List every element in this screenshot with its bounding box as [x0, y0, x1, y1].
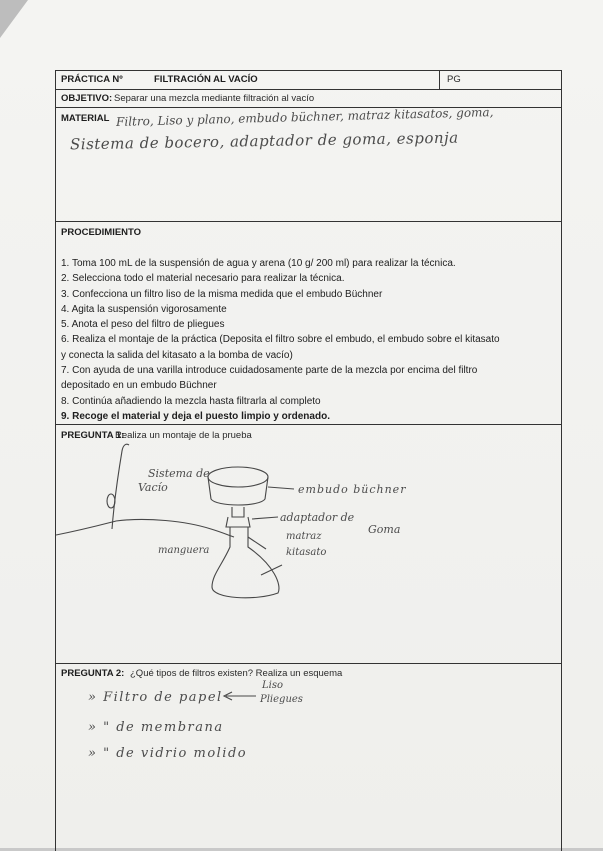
step-item: 7. Con ayuda de una varilla introduce cuidadosamente parte de la mezcla por encima del filtro — [61, 365, 478, 377]
step-item: depositado en un embudo Büchner — [61, 380, 217, 392]
answer-line-papel: » Filtro de papel — [88, 690, 223, 705]
step-item: 4. Agita la suspensión vigorosamente — [61, 303, 227, 315]
objective-text: Separar una mezcla mediante filtración al vacío — [114, 93, 315, 104]
question1-label: PREGUNTA 1: — [61, 430, 125, 441]
rubber-adapter-icon — [226, 517, 250, 527]
procedure-steps — [61, 256, 559, 424]
step-item: 2. Selecciona todo el material necesario para realizar la técnica. — [61, 273, 345, 285]
hose-line — [56, 519, 234, 537]
pointer-adaptador — [252, 517, 278, 519]
question2-label: PREGUNTA 2: — [61, 668, 125, 679]
material-handwriting-1: Filtro, Liso y plano, embudo büchner, matraz kitasatos, goma, — [115, 105, 494, 129]
step-item: 1. Toma 100 mL de la suspensión de agua y arena (10 g/ 200 ml) para realizar la técnica. — [61, 258, 456, 269]
answer-line-membrana: » " de membrana — [88, 720, 224, 735]
step-item: 5. Anota el peso del filtro de pliegues — [61, 319, 225, 331]
folded-corner — [0, 0, 28, 38]
step-item: 3. Confecciona un filtro liso de la misma medida que el embudo Büchner — [61, 288, 383, 300]
sketch-label-matraz: matraz — [286, 531, 322, 542]
form-frame — [55, 70, 562, 851]
material-handwriting-2: Sistema de bocero, adaptador de goma, esponja — [69, 128, 459, 154]
sketch-label-adaptador: adaptador de — [280, 511, 355, 524]
kitasato-flask-icon — [212, 527, 279, 598]
funnel-stem — [232, 507, 244, 517]
sketch-label-sistema: Sistema de — [148, 467, 210, 480]
sketch-label-embudo: embudo büchner — [298, 483, 407, 496]
sketch-label-goma: Goma — [368, 523, 401, 536]
step-item: y conecta la salida del kitasato a la bomba de vacío) — [61, 349, 293, 361]
sketch-label-kitasato: kitasato — [286, 547, 327, 558]
flask-side-arm — [248, 537, 266, 549]
vacuum-tube-line — [112, 444, 129, 529]
question1-text: Realiza un montaje de la prueba — [115, 430, 252, 441]
sketch-label-vacio: Vacío — [138, 481, 168, 494]
practice-title: FILTRACIÓN AL VACÍO — [154, 74, 258, 85]
step-item: 9. Recoge el material y deja el puesto limpio y ordenado. — [61, 410, 330, 422]
buchner-funnel-body — [208, 477, 268, 505]
question1-row — [56, 425, 561, 664]
buchner-funnel-top-icon — [208, 467, 268, 487]
header-row — [56, 71, 561, 90]
step-item: 8. Continúa añadiendo la mezcla hasta filtrarla al completo — [61, 395, 321, 407]
branch-liso: Liso — [262, 680, 283, 691]
objective-label: OBJETIVO: — [61, 93, 113, 104]
procedure-label: PROCEDIMIENTO — [61, 227, 142, 238]
answer-line-vidrio: » " de vidrio molido — [88, 746, 248, 761]
material-label: MATERIAL — [61, 113, 110, 124]
vacuum-valve-icon — [107, 494, 115, 508]
header-divider — [439, 71, 440, 89]
pointer-kitasato — [261, 565, 282, 575]
pointer-embudo — [268, 487, 294, 489]
question2-row — [56, 664, 561, 850]
sketch-label-manguera: manguera — [158, 545, 210, 556]
branch-pliegues: Pliegues — [260, 694, 303, 705]
question2-text: ¿Qué tipos de filtros existen? Realiza un esquema — [130, 668, 343, 679]
practice-number-label: PRÁCTICA Nº — [61, 74, 123, 85]
pg-label: PG — [447, 74, 461, 85]
material-row — [56, 105, 561, 222]
vacuum-filtration-sketch — [56, 425, 561, 663]
step-item: 6. Realiza el montaje de la práctica (Deposita el filtro sobre el embudo, el embudo sobre el kitasato — [61, 334, 500, 346]
procedure-row — [56, 222, 561, 425]
